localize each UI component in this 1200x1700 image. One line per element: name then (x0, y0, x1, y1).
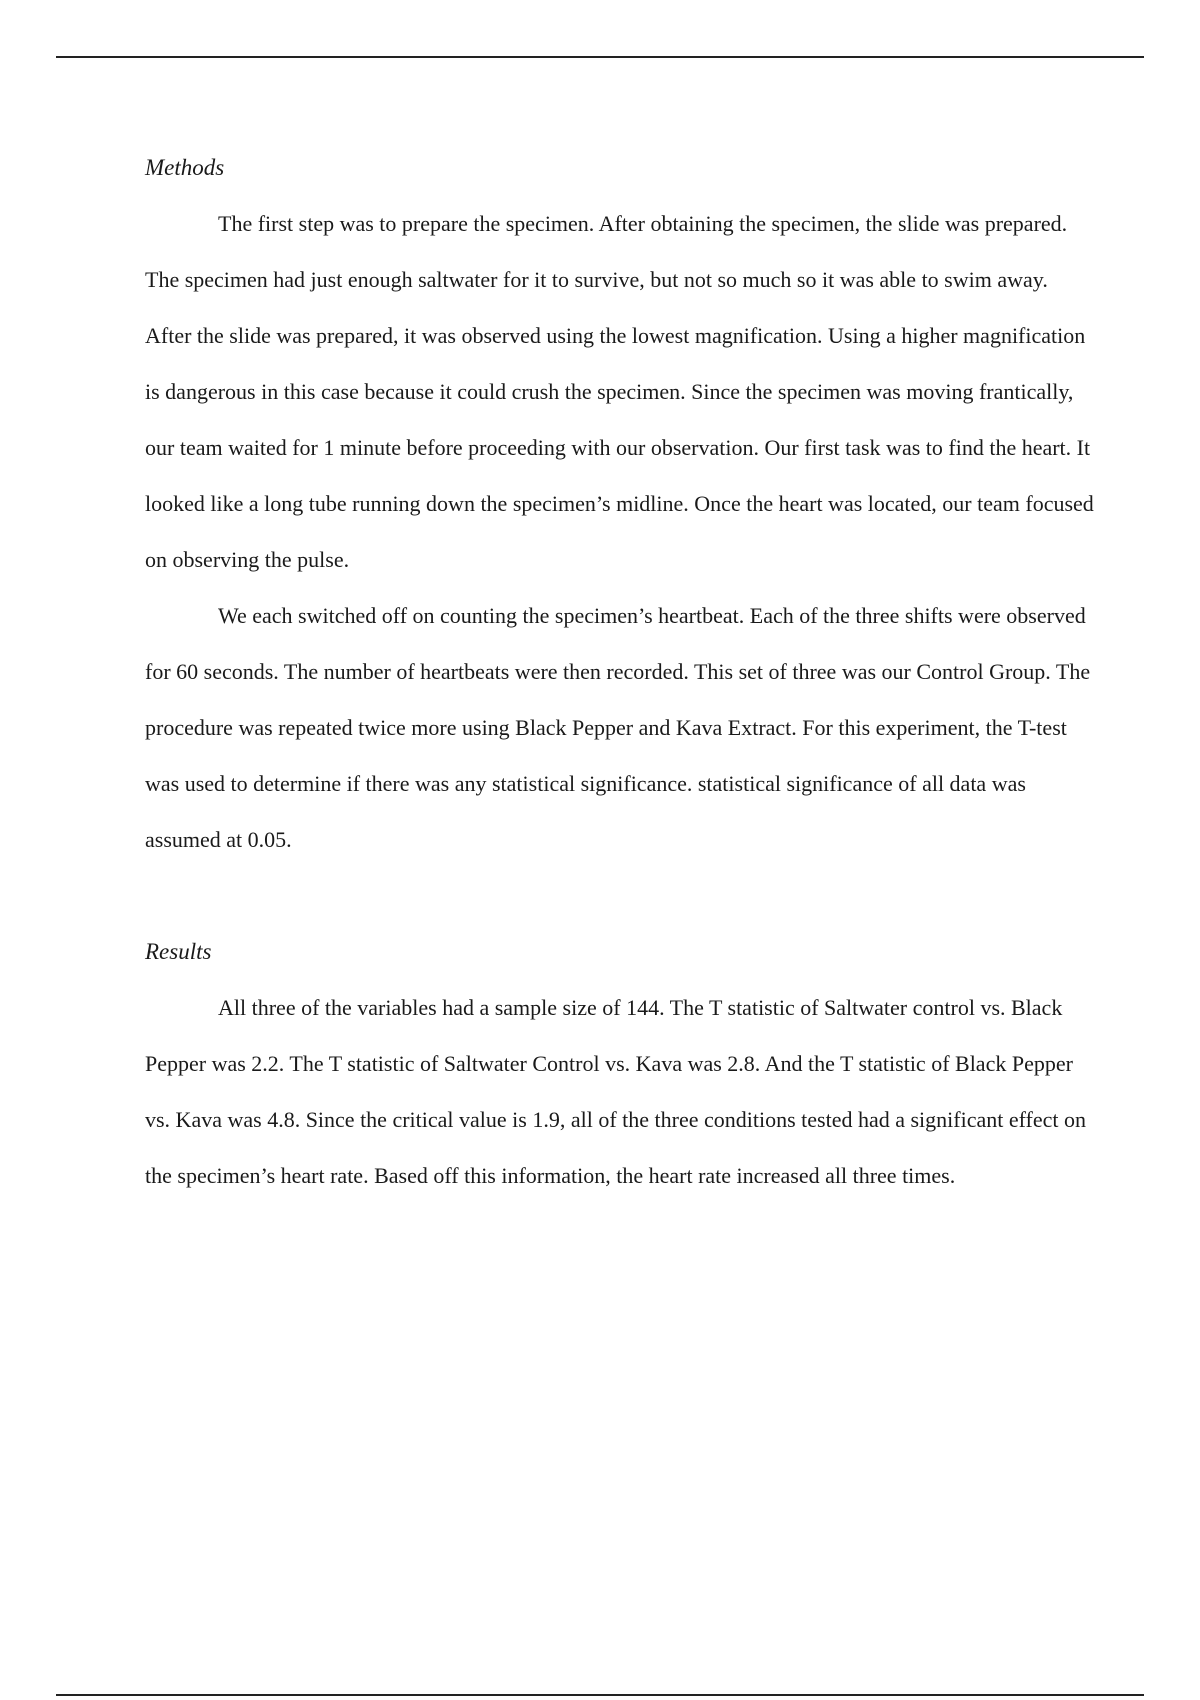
methods-heading: Methods (145, 155, 225, 180)
methods-paragraph-1: The first step was to prepare the specimen. After obtaining the specimen, the slide was prepared. The specimen had just enough saltwater for it to survive, but not so much so it was able to swim away. After the slide was prepared, it was observed using the lowest magnification. Using a higher magnification is dangerous in this case because it could crush the specimen. Since the specimen was moving frantically, our team waited for 1 minute before proceeding with our observation. Our first task was to find the heart. It looked like a long tube running down the specimen’s midline. Once the heart was located, our team focused on observing the pulse. (145, 211, 1094, 572)
methods-section (145, 140, 1095, 868)
results-heading: Results (145, 939, 212, 964)
document-body (145, 140, 1095, 1204)
results-paragraph-1: All three of the variables had a sample size of 144. The T statistic of Saltwater control vs. Black Pepper was 2.2. The T statistic of Saltwater Control vs. Kava was 2.8. And the T statistic of Black Pepper vs. Kava was 4.8. Since the critical value is 1.9, all of the three conditions tested had a significant effect on the specimen’s heart rate. Based off this information, the heart rate increased all three times. (145, 995, 1087, 1188)
top-rule (56, 56, 1144, 58)
results-section (145, 924, 1095, 1204)
bottom-rule (56, 1694, 1144, 1696)
methods-paragraph-2: We each switched off on counting the specimen’s heartbeat. Each of the three shifts were observed for 60 seconds. The number of heartbeats were then recorded. This set of three was our Control Group. The procedure was repeated twice more using Black Pepper and Kava Extract. For this experiment, the T-test was used to determine if there was any statistical significance. statistical significance of all data was assumed at 0.05. (145, 603, 1091, 852)
